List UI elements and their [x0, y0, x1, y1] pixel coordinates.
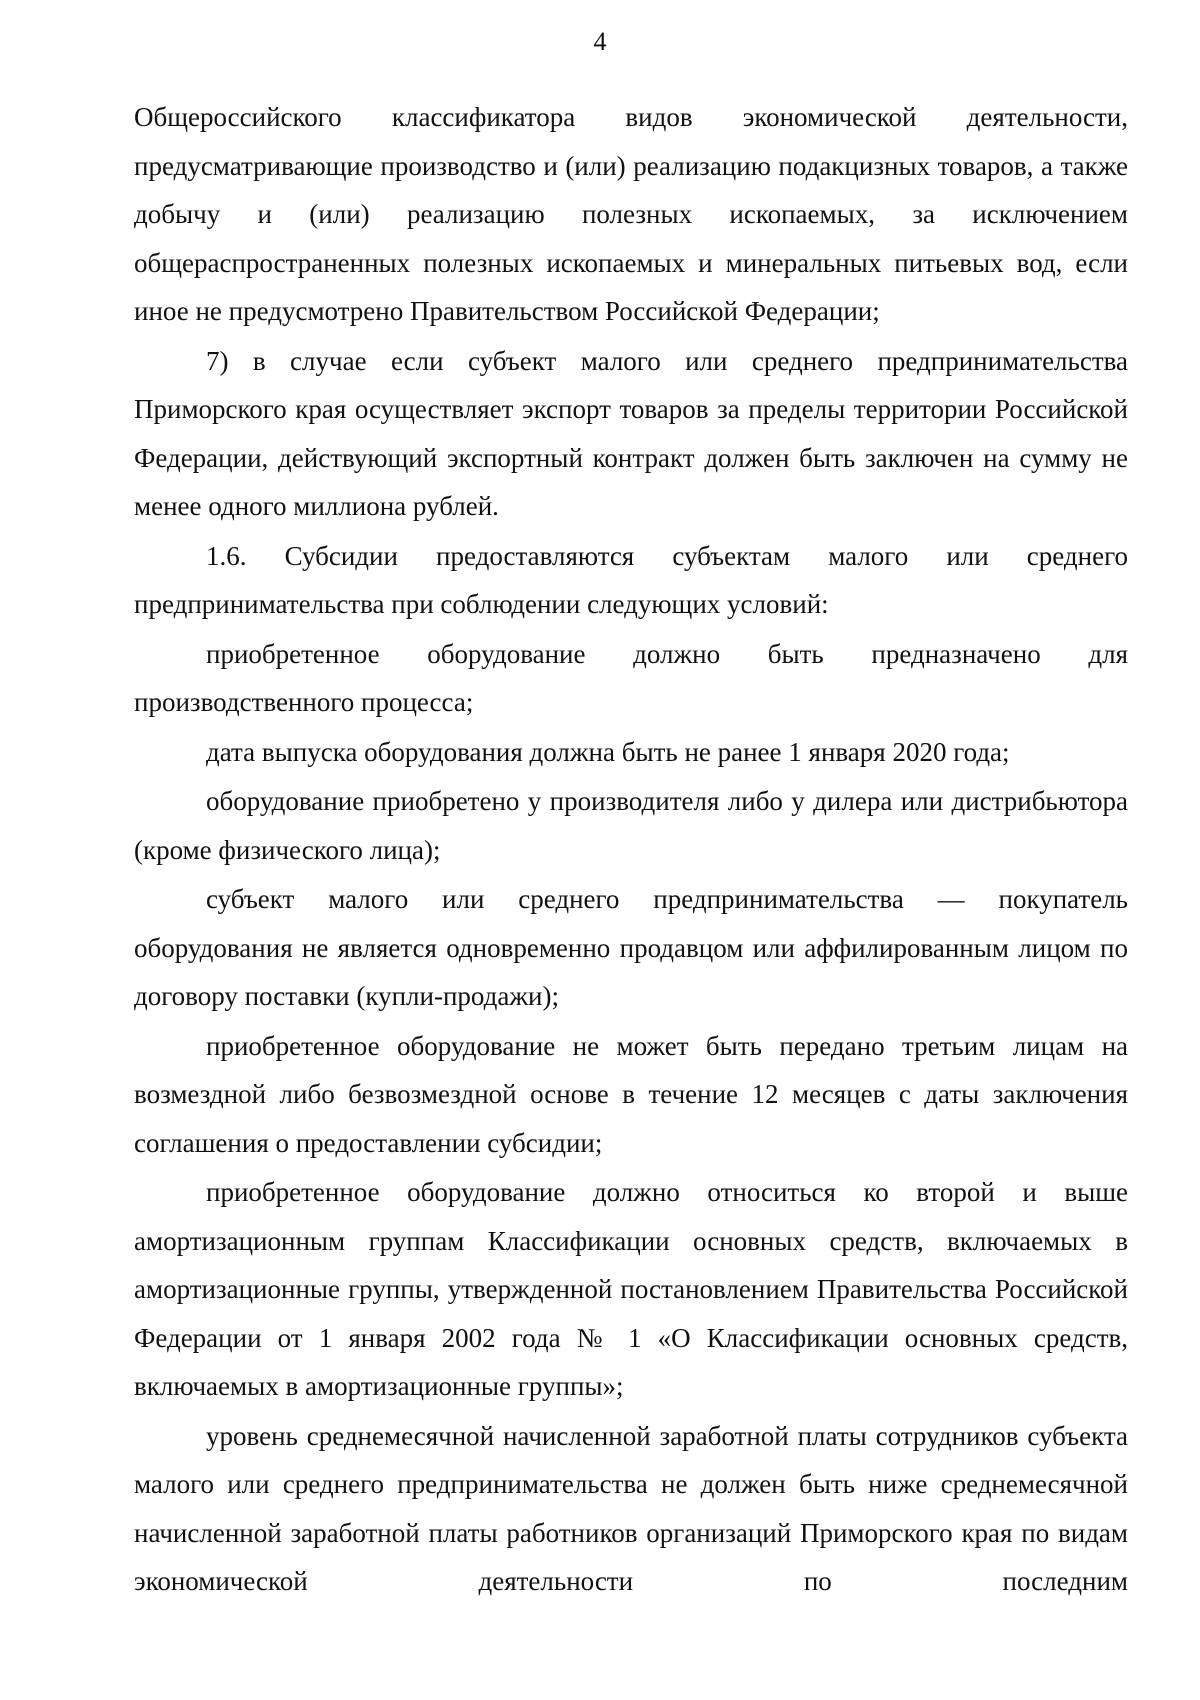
paragraph-condition-depreciation-group: приобретенное оборудование должно относиться ко второй и выше амортизационным группам Классификации основных средств, включаемых в амортизационные группы, утвержденной постановлением Правительства Российской Федерации от 1 января 2002 года № 1 «О Классификации основных средств, включаемых в амортизационные группы»; [134, 1177, 1128, 1401]
document-body [134, 93, 1128, 1607]
page-number: 4 [593, 27, 607, 56]
paragraph-item-7-export: 7) в случае если субъект малого или среднего предпринимательства Приморского края осуществляет экспорт товаров за пределы территории Российской Федерации, действующий экспортный контракт должен быть заключен на сумму не менее одного миллиона рублей. [134, 345, 1128, 521]
paragraph-condition-manufacture-date: дата выпуска оборудования должна быть не ранее 1 января 2020 года; [206, 736, 1010, 767]
paragraph-okved-continuation: Общероссийского классификатора видов экономической деятельности, предусматривающие производство и (или) реализацию подакцизных товаров, а также добычу и (или) реализацию полезных ископаемых, за исключением общераспространенных полезных ископаемых и минеральных питьевых вод, если иное не предусмотрено Правительством Российской Федерации; [134, 102, 1128, 326]
paragraph-condition-production-purpose: приобретенное оборудование должно быть предназначено для производственного процесса; [134, 638, 1128, 717]
paragraph-1-6-conditions: 1.6. Субсидии предоставляются субъектам малого или среднего предпринимательства при соблюдении следующих условий: [134, 540, 1128, 619]
paragraph-condition-not-affiliated: субъект малого или среднего предпринимательства — покупатель оборудования не является одновременно продавцом или аффилированным лицом по договору поставки (купли-продажи); [134, 884, 1128, 1011]
paragraph-condition-salary-level: уровень среднемесячной начисленной заработной платы сотрудников субъекта малого или среднего предпринимательства не должен быть ниже среднемесячной начисленной заработной платы работников организаций Приморского края по видам экономической деятельности по последним [134, 1420, 1128, 1596]
paragraph-condition-no-transfer: приобретенное оборудование не может быть передано третьим лицам на возмездной либо безвозмездной основе в течение 12 месяцев с даты заключения соглашения о предоставлении субсидии; [134, 1030, 1128, 1158]
paragraph-condition-seller: оборудование приобретено у производителя либо у дилера или дистрибьютора (кроме физического лица); [134, 786, 1128, 865]
